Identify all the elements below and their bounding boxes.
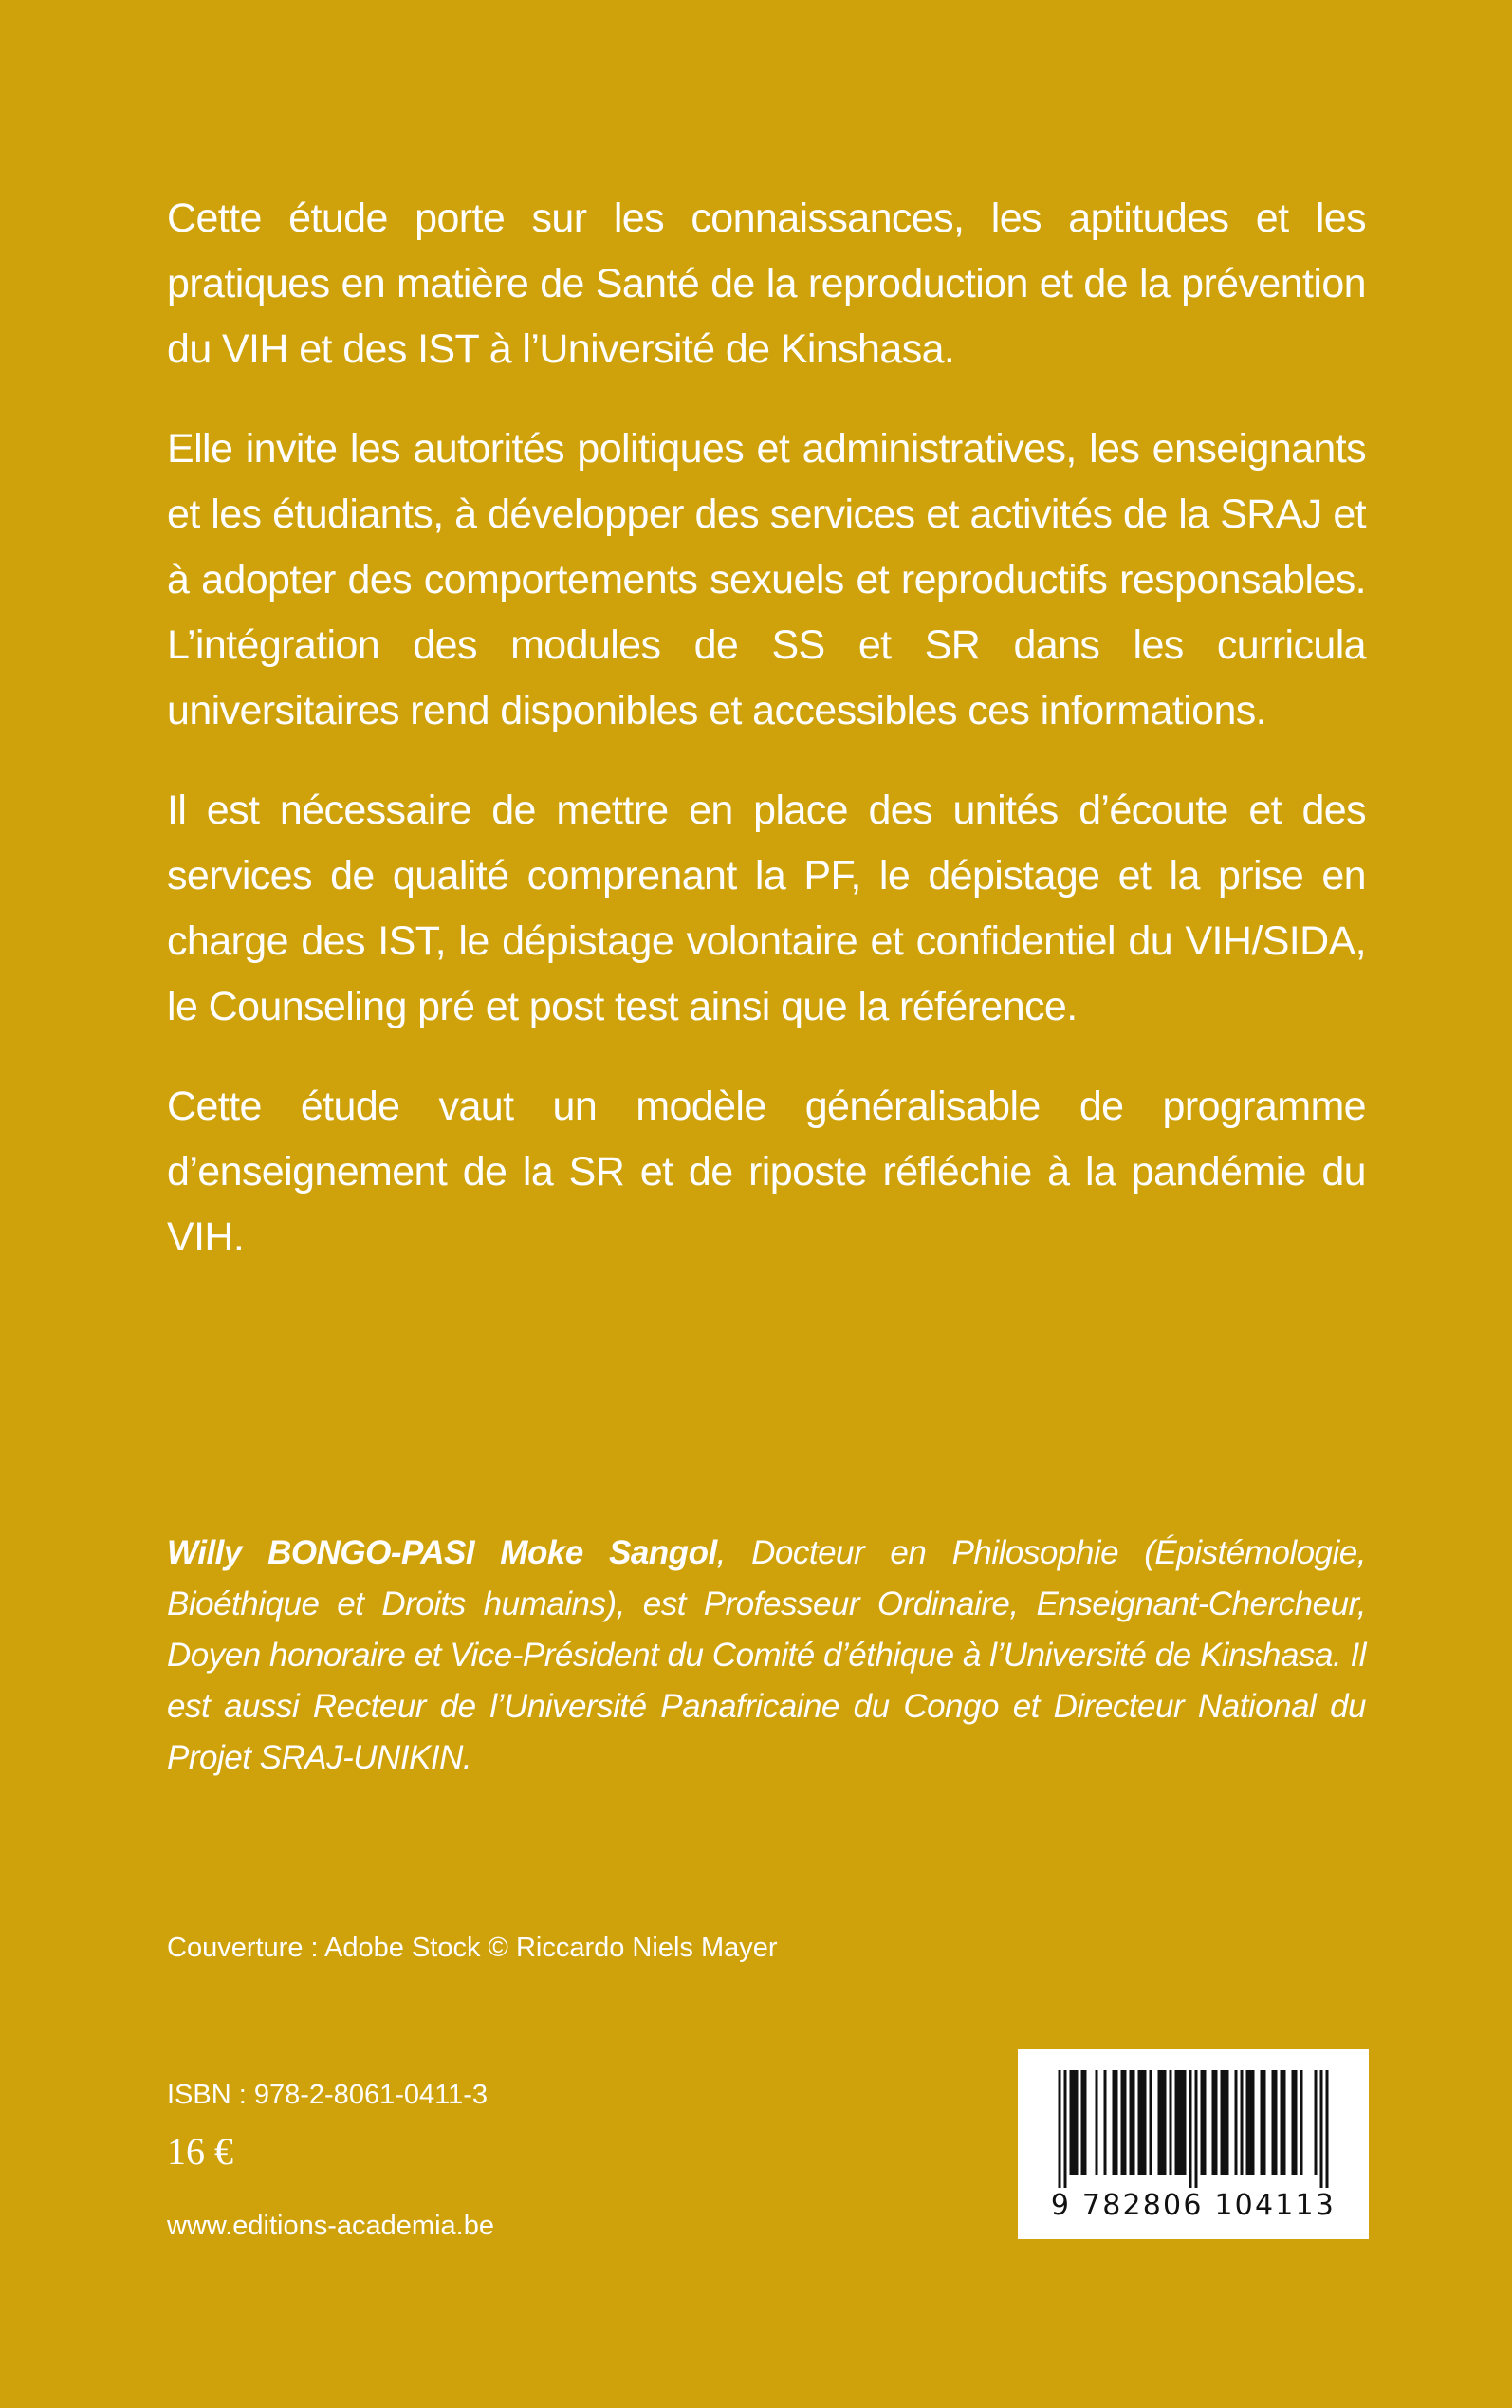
barcode-label [1018, 2049, 1369, 2239]
barcode-bar [1113, 2070, 1116, 2175]
barcode-bar [1121, 2070, 1124, 2175]
barcode-bar [1116, 2070, 1118, 2175]
barcode-digits: 9 782806 104113 [1050, 2189, 1337, 2222]
barcode-bar [1144, 2070, 1147, 2175]
barcode-bar [1326, 2070, 1329, 2188]
barcode-bar [1281, 2070, 1283, 2175]
barcode-bar [1170, 2070, 1172, 2175]
barcode-bar [1226, 2070, 1229, 2175]
author-bio-text: , Docteur en Philosophie (Épistémologie, Bioéthique et Droits humains), est Professeur Ordinaire, Enseignant-Chercheur, Doyen honoraire et Vice-Président du Comité d’éthique à l’Université de Kinshasa. Il est aussi Recteur de l’Université Panafricaine du Congo et Directeur National du Projet SRAJ-UNIKIN. [167, 1534, 1366, 1776]
barcode-bar [1150, 2070, 1152, 2175]
barcode-bar [1195, 2070, 1198, 2188]
blurb-paragraph-2: Elle invite les autorités politiques et administratives, les enseignants et les étudiants, à développer des services et activités de la SRAJ et à adopter des comportements sexuels et reproductifs responsables. L’intégration des modules de SS et SR dans les curricula universitaires rend disponibles et accessibles ces informations. [167, 426, 1366, 733]
barcode-bar [1221, 2070, 1224, 2175]
barcode-bar [1070, 2070, 1073, 2175]
barcode-bar [1096, 2070, 1098, 2175]
blurb-paragraph-4: Cette étude vaut un modèle généralisable de programme d’enseignement de la SR et de riposte réfléchie à la pandémie du VIH. [167, 1084, 1366, 1260]
barcode-bar [1138, 2070, 1141, 2175]
barcode-bar [1189, 2070, 1192, 2188]
price: 16 € [167, 2130, 233, 2173]
barcode-bar [1204, 2070, 1207, 2175]
blurb-paragraph-3: Il est nécessaire de mettre en place des unités d’écoute et des services de qualité comprenant la PF, le dépistage et la prise en charge des IST, le dépistage volontaire et confidentiel du VIH/SIDA, le Counseling pré et post test ainsi que la référence. [167, 787, 1366, 1029]
barcode-bar [1059, 2070, 1061, 2188]
back-cover-blurb [167, 186, 1366, 1305]
barcode-bar [1164, 2070, 1167, 2175]
barcode-bar [1263, 2070, 1266, 2175]
barcode-bar [1175, 2070, 1178, 2175]
barcode-bar [1076, 2070, 1079, 2175]
barcode-bar [1081, 2070, 1084, 2175]
barcode-bar [1300, 2070, 1303, 2175]
barcode-bar [1272, 2070, 1275, 2175]
barcode-bar [1084, 2070, 1087, 2175]
barcode-bar [1295, 2070, 1298, 2175]
barcode-bar [1215, 2070, 1218, 2175]
ean13-barcode-icon [1046, 2070, 1340, 2188]
barcode-bar [1184, 2070, 1187, 2175]
barcode-bar [1275, 2070, 1278, 2175]
barcode-bar [1201, 2070, 1204, 2175]
barcode-bar [1252, 2070, 1255, 2175]
publisher-website: www.editions-academia.be [167, 2211, 494, 2241]
barcode-bar [1212, 2070, 1215, 2175]
barcode-bar [1241, 2070, 1244, 2175]
blurb-paragraph-1: Cette étude porte sur les connaissances, les aptitudes et les pratiques en matière de Santé de la reproduction et de la prévention du VIH et des IST à l’Université de Kinshasa. [167, 195, 1366, 372]
barcode-bar [1249, 2070, 1252, 2175]
barcode-bar [1315, 2070, 1318, 2175]
author-bio [167, 1528, 1366, 1784]
barcode-bar [1283, 2070, 1286, 2175]
barcode-bar [1235, 2070, 1238, 2175]
barcode-bar [1133, 2070, 1135, 2175]
barcode-bar [1141, 2070, 1144, 2175]
author-name: Willy BONGO-PASI Moke Sangol [167, 1534, 717, 1571]
barcode-bar [1261, 2070, 1263, 2175]
isbn: ISBN : 978-2-8061-0411-3 [167, 2080, 489, 2110]
barcode-bar [1181, 2070, 1184, 2175]
barcode-bar [1158, 2070, 1161, 2175]
barcode-bar [1224, 2070, 1226, 2175]
barcode-bar [1130, 2070, 1133, 2175]
barcode-bar [1073, 2070, 1076, 2175]
cover-credit: Couverture : Adobe Stock © Riccardo Niels Mayer [167, 1933, 778, 1963]
barcode-bar [1161, 2070, 1164, 2175]
barcode-bar [1320, 2070, 1323, 2188]
barcode-bar [1246, 2070, 1249, 2175]
barcode-bar [1178, 2070, 1181, 2175]
barcode-bar [1292, 2070, 1295, 2175]
barcode-bar [1104, 2070, 1107, 2175]
barcode-bar [1064, 2070, 1067, 2188]
barcode-bar [1124, 2070, 1127, 2175]
